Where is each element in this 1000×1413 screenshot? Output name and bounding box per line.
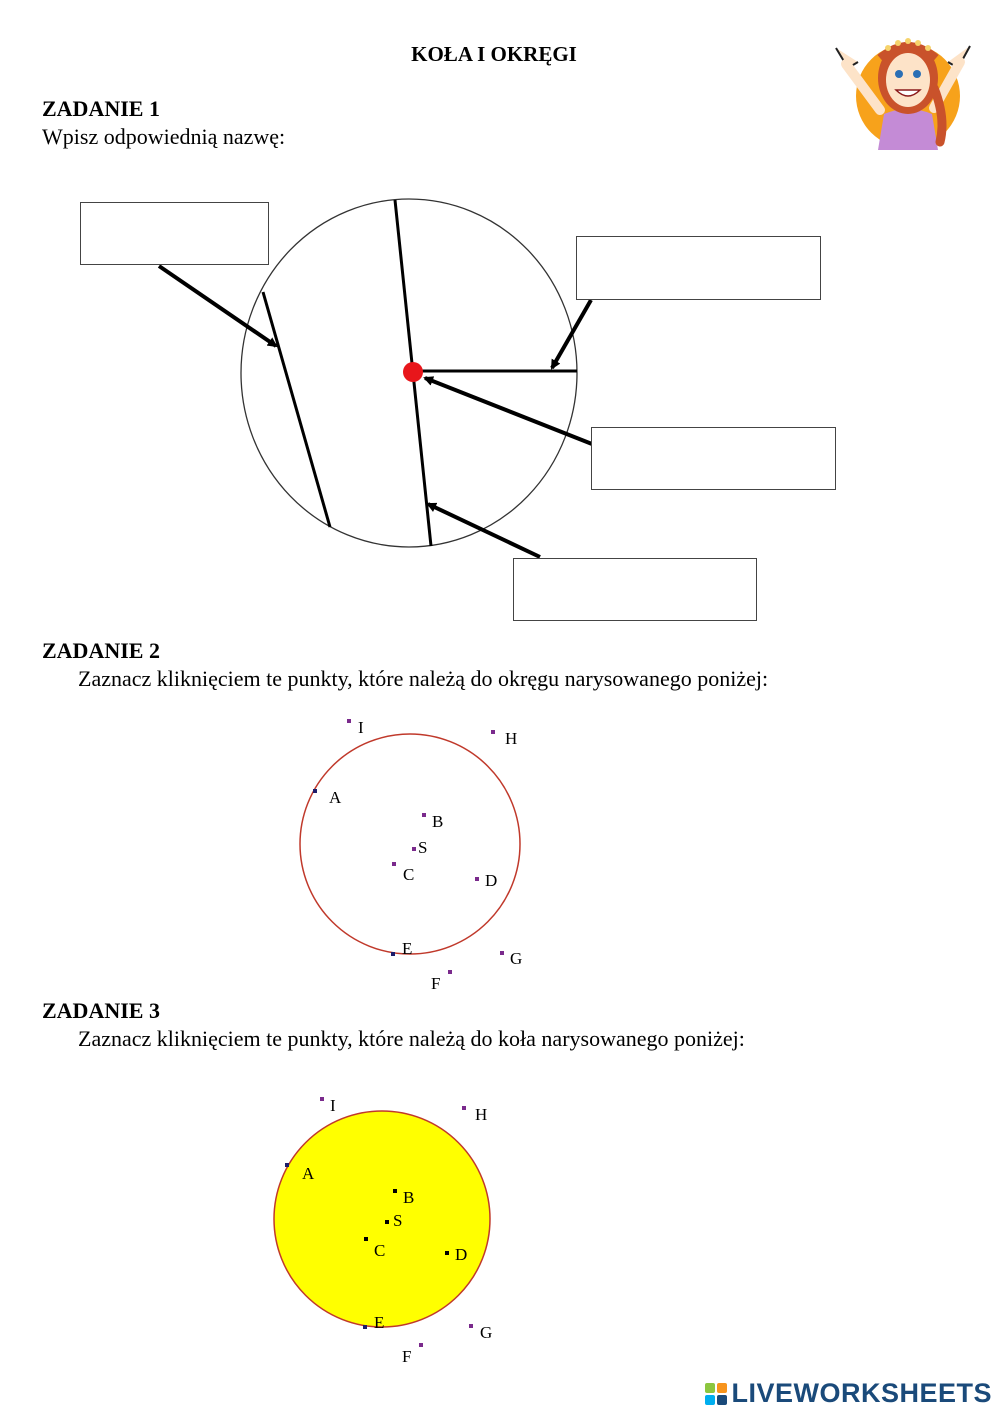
task3-point-D-label[interactable]: D — [455, 1245, 468, 1264]
task3-point-C-label[interactable]: C — [374, 1241, 386, 1260]
task2-instruction: Zaznacz kliknięciem te punkty, które należą do okręgu narysowanego poniżej: — [78, 666, 769, 691]
task1-instruction: Wpisz odpowiednią nazwę: — [42, 124, 286, 149]
task2-point-I-label[interactable]: I — [358, 718, 364, 737]
task2-point-G-label[interactable]: G — [510, 949, 523, 968]
task3-instruction: Zaznacz kliknięciem te punkty, które należą do koła narysowanego poniżej: — [78, 1026, 745, 1051]
page-title: KOŁA I OKRĘGI — [411, 42, 577, 66]
task3-point-F-label[interactable]: F — [402, 1347, 412, 1366]
task3-point-H-marker[interactable] — [462, 1106, 466, 1110]
liveworksheets-logo[interactable] — [705, 1378, 992, 1409]
task3-point-G-marker[interactable] — [469, 1324, 473, 1328]
task2-point-A-label[interactable]: A — [329, 788, 342, 807]
task3-point-D-marker[interactable] — [445, 1251, 449, 1255]
task3-point-S-label[interactable]: S — [393, 1211, 403, 1230]
task3-point-B-label[interactable]: B — [403, 1188, 415, 1207]
task3-point-I-label[interactable]: I — [330, 1096, 336, 1115]
task3-point-A-marker[interactable] — [285, 1163, 289, 1167]
task3-point-E-label[interactable]: E — [374, 1313, 385, 1332]
task2-point-H-label[interactable]: H — [505, 729, 518, 748]
task2-point-B-label[interactable]: B — [432, 812, 444, 831]
task3-point-A-label[interactable]: A — [302, 1164, 315, 1183]
task3-point-S-marker[interactable] — [385, 1220, 389, 1224]
task3-point-F-marker[interactable] — [419, 1343, 423, 1347]
task2-point-F-label[interactable]: F — [431, 974, 441, 993]
logo-text: LIVEWORKSHEETS — [731, 1378, 992, 1408]
task1-heading: ZADANIE 1 — [42, 96, 160, 121]
task3-point-C-marker[interactable] — [364, 1237, 368, 1241]
task2-point-D-label[interactable]: D — [485, 871, 498, 890]
task2-point-S-label[interactable]: S — [418, 838, 428, 857]
task2-point-E-label[interactable]: E — [402, 939, 413, 958]
task3-point-G-label[interactable]: G — [480, 1323, 493, 1342]
task3-point-H-label[interactable]: H — [475, 1105, 488, 1124]
task3-heading: ZADANIE 3 — [42, 998, 160, 1023]
liveworksheets-logo-icon — [705, 1383, 727, 1405]
task3-point-B-marker[interactable] — [393, 1189, 397, 1193]
task3-point-E-marker[interactable] — [363, 1325, 367, 1329]
task3-point-I-marker[interactable] — [320, 1097, 324, 1101]
task3-disk — [274, 1111, 490, 1327]
task2-point-C-label[interactable]: C — [403, 865, 415, 884]
task2-heading: ZADANIE 2 — [42, 638, 160, 663]
